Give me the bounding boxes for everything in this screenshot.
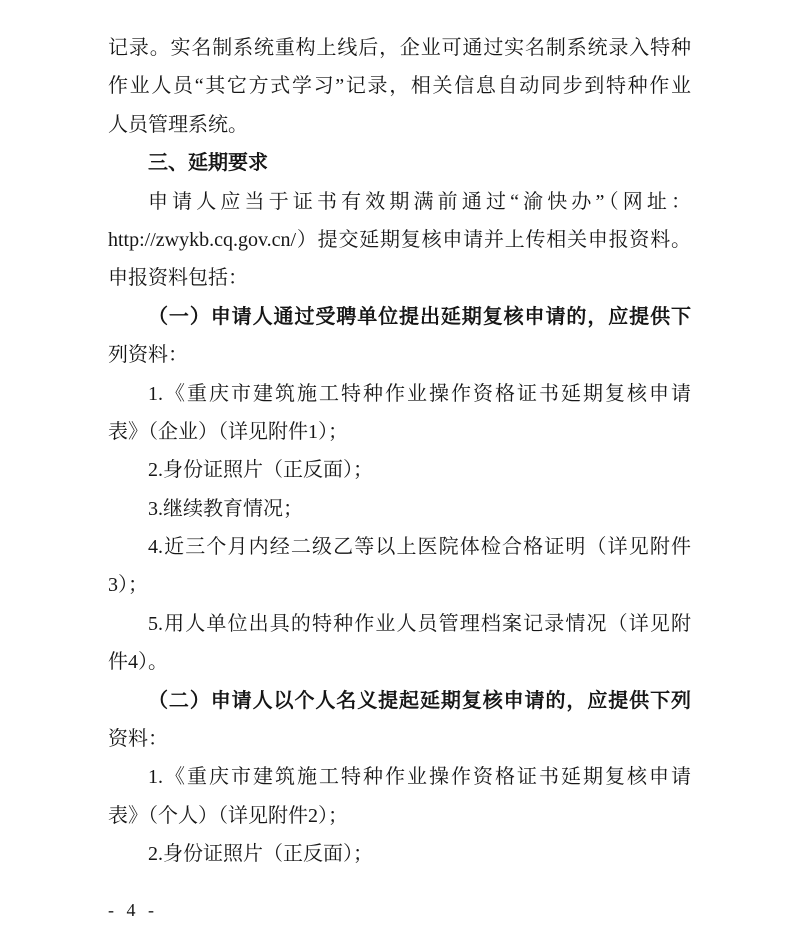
list-item: 2.身份证照片（正反面）； — [148, 843, 373, 866]
list-item-continuation: 表》（个人）（详见附件2）； — [108, 804, 348, 827]
list-item-continuation: 3）； — [108, 574, 148, 597]
text-line: 申报资料包括： — [108, 267, 248, 290]
list-item: 1.《重庆市建筑施工特种作业操作资格证书延期复核申请 — [148, 766, 691, 789]
text-line-with-url: http://zwykb.cq.gov.cn/）提交延期复核申请并上传相关申报资料。 — [108, 228, 691, 251]
text-line: 列资料： — [108, 344, 188, 367]
list-item: 4.近三个月内经二级乙等以上医院体检合格证明（详见附件 — [148, 536, 691, 559]
section-heading: 三、延期要求 — [148, 152, 268, 175]
list-item: 3.继续教育情况； — [148, 497, 303, 520]
list-item: 1.《重庆市建筑施工特种作业操作资格证书延期复核申请 — [148, 382, 691, 405]
page-number: - 4 - — [108, 900, 158, 920]
text-line: 资料： — [108, 728, 168, 751]
list-item: 5.用人单位出具的特种作业人员管理档案记录情况（详见附 — [148, 612, 691, 635]
text-line: 申请人应当于证书有效期满前通过“渝快办”（网址： — [148, 190, 691, 213]
list-item: 2.身份证照片（正反面）； — [148, 459, 373, 482]
text-line: 人员管理系统。 — [108, 113, 248, 136]
list-item-continuation: 件4）。 — [108, 651, 168, 674]
subsection-heading: （一）申请人通过受聘单位提出延期复核申请的，应提供下 — [148, 305, 691, 328]
subsection-heading: （二）申请人以个人名义提起延期复核申请的，应提供下列 — [148, 689, 691, 712]
document-body — [108, 29, 691, 874]
list-item-continuation: 表》（企业）（详见附件1）； — [108, 420, 348, 443]
text-line: 记录。实名制系统重构上线后，企业可通过实名制系统录入特种 — [108, 37, 691, 59]
text-line: 作业人员“其它方式学习”记录，相关信息自动同步到特种作业 — [108, 75, 691, 98]
